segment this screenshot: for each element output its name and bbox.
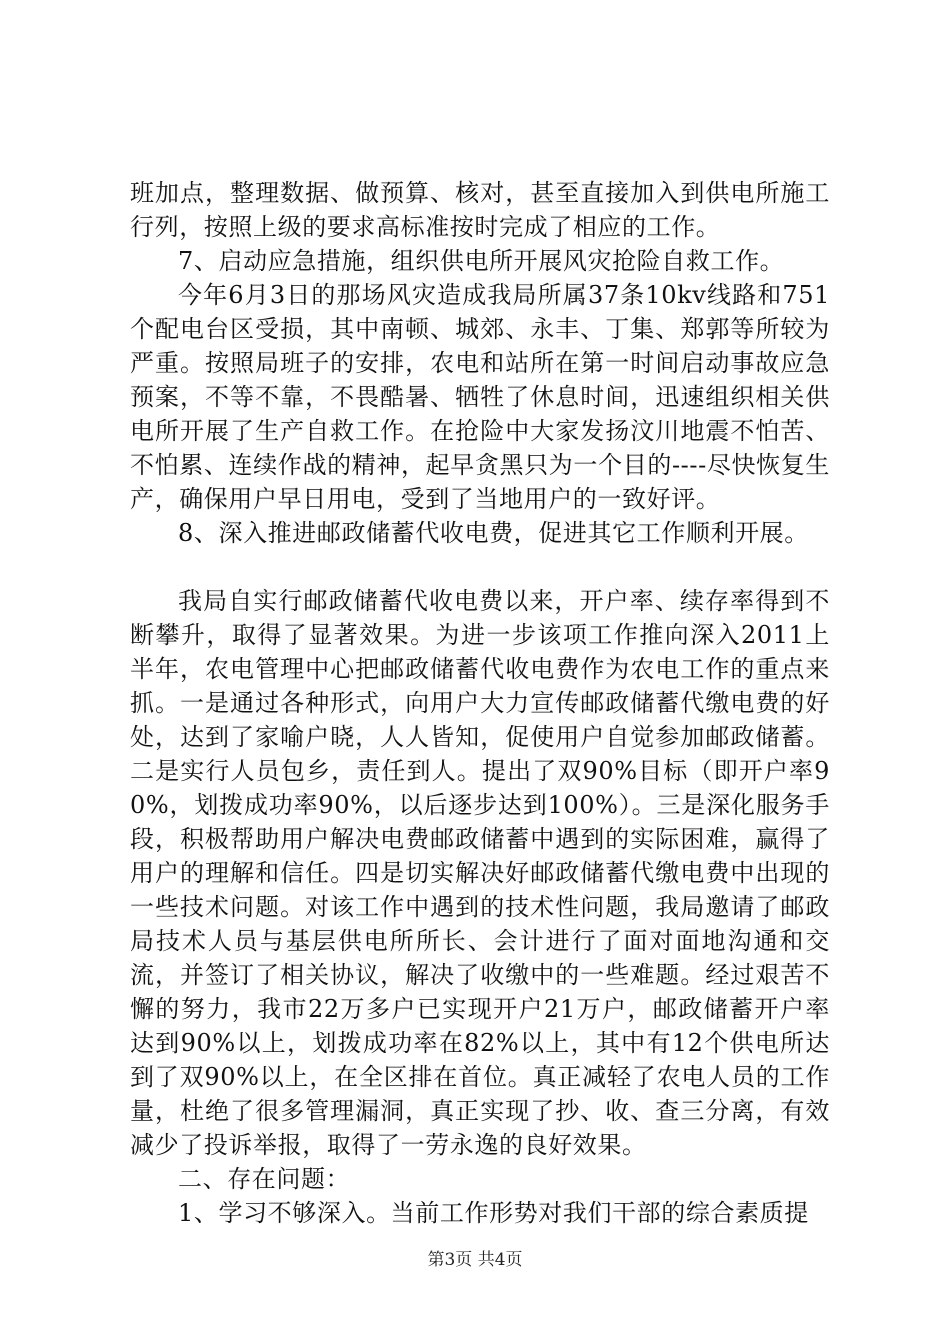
paragraph-problem-1: 1、学习不够深入。当前工作形势对我们干部的综合素质提 [178, 1199, 809, 1227]
document-body [130, 176, 830, 1230]
section-heading-problems: 二、存在问题： [178, 1165, 351, 1193]
paragraph-wind-disaster: 今年6月3日的那场风灾造成我局所属37条10kv线路和751个配电台区受损，其中南顿、城郊、永丰、丁集、郑郭等所较为严重。按照局班子的安排，农电和站所在第一时间启动事故应急预案，不等不靠，不畏酷暑、牺牲了休息时间，迅速组织相关供电所开展了生产自救工作。在抢险中大家发扬汶川地震不怕苦、不怕累、连续作战的精神，起早贪黑只为一个目的----尽快恢复生产，确保用户早日用电，受到了当地用户的一致好评。 [130, 281, 830, 513]
paragraph-postal-savings: 我局自实行邮政储蓄代收电费以来，开户率、续存率得到不断攀升，取得了显著效果。为进一步该项工作推向深入2011上半年，农电管理中心把邮政储蓄代收电费作为农电工作的重点来抓。一是通过各种形式，向用户大力宣传邮政储蓄代缴电费的好处，达到了家喻户晓，人人皆知，促使用户自觉参加邮政储蓄。二是实行人员包乡，责任到人。提出了双90%目标（即开户率90%，划拨成功率90%，以后逐步达到100%）。三是深化服务手段，积极帮助用户解决电费邮政储蓄中遇到的实际困难，赢得了用户的理解和信任。四是切实解决好邮政储蓄代缴电费中出现的一些技术问题。对该工作中遇到的技术性问题，我局邀请了邮政局技术人员与基层供电所所长、会计进行了面对面地沟通和交流，并签订了相关协议，解决了收缴中的一些难题。经过艰苦不懈的努力，我市22万多户已实现开户21万户，邮政储蓄开户率达到90%以上，划拨成功率在82%以上，其中有12个供电所达到了双90%以上，在全区排在首位。真正减轻了农电人员的工作量，杜绝了很多管理漏洞，真正实现了抄、收、查三分离，有效减少了投诉举报，取得了一劳永逸的良好效果。 [130, 587, 830, 1159]
heading-item-7: 7、启动应急措施，组织供电所开展风灾抢险自救工作。 [178, 247, 785, 275]
page-footer: 第3页 共4页 [427, 1250, 523, 1270]
heading-item-8: 8、深入推进邮政储蓄代收电费，促进其它工作顺利开展。 [178, 519, 809, 547]
paragraph-continued: 班加点，整理数据、做预算、核对，甚至直接加入到供电所施工行列，按照上级的要求高标准按时完成了相应的工作。 [130, 179, 830, 241]
